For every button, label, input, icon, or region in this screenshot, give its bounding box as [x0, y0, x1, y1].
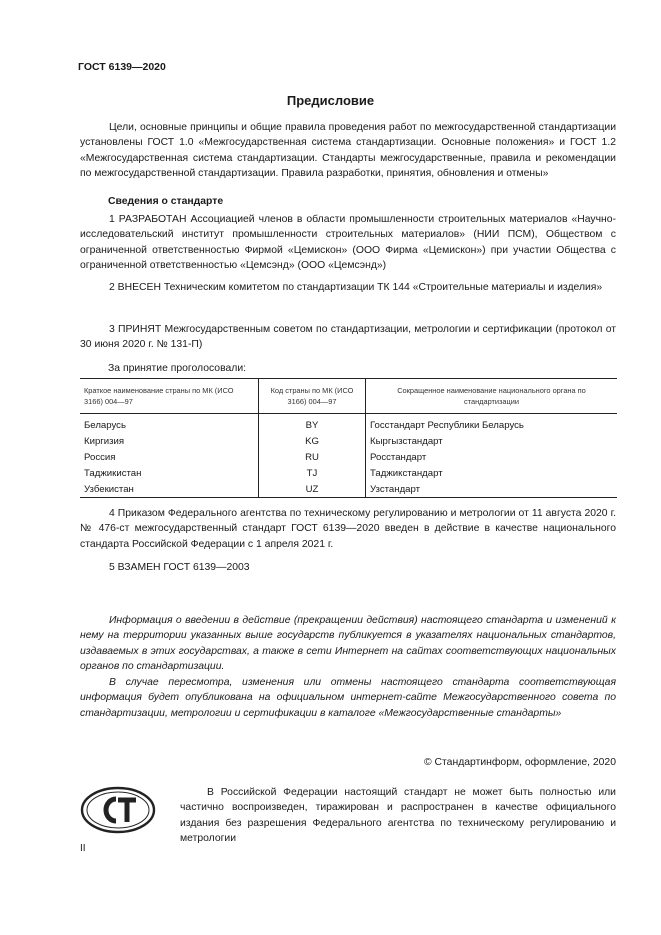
authority-cell: Росстандарт — [366, 449, 618, 465]
info-paragraph-revision: В случае пересмотра, изменения или отмены настоящего стандарта соответствующая информация будет опубликована на официальном интернет-сайте Межгосударственного совета по стандартизации, метрологии и сертификации в каталоге «Межгосударственные стандарты» — [80, 677, 616, 719]
intro-paragraph: Цели, основные принципы и общие правила проведения работ по межгосударственной стандартизации установлены ГОСТ 1.0 «Межгосударственная система стандартизации. Основные положения» и ГОСТ 1.2 «Межгосударственная система стандартизации. Стандарты межгосударственные, правила и рекомендации по межгосударственной стандартизации. Правила разработки, принятия, обновления и отмены» — [80, 122, 616, 180]
item-adopted: 3 ПРИНЯТ Межгосударственным советом по стандартизации, метрологии и сертификации (протокол от 30 июня 2020 г. № 131-П) — [80, 324, 616, 351]
code-cell: TJ — [259, 465, 366, 481]
column-header-country: Краткое наименование страны по МК (ИСО 3166) 004—97 — [80, 379, 259, 414]
page-number: II — [80, 843, 86, 854]
section-heading: Сведения о стандарте — [108, 196, 224, 207]
table-row — [80, 449, 617, 465]
info-paragraph-publication: Информация о введении в действие (прекращении действия) настоящего стандарта и изменений к нему на территории указанных выше государств публикуется в указателях национальных стандартов, издаваемых в этих государствах, а также в сети Интернет на сайтах соответствующих национальных органов по стандартизации. — [80, 615, 616, 673]
table-row — [80, 465, 617, 481]
authority-cell: Узстандарт — [366, 481, 618, 498]
authority-cell: Кыргызстандарт — [366, 433, 618, 449]
country-cell: Беларусь — [84, 419, 126, 431]
table-row — [80, 481, 617, 498]
item-order: 4 Приказом Федерального агентства по техническому регулированию и метрологии от 11 августа 2020 г. № 476-ст межгосударственный стандарт ГОСТ 6139—2020 введен в действие в качестве национального стандарта Российской Федерации с 1 апреля 2021 г. — [80, 508, 616, 550]
column-header-authority: Сокращенное наименование национального органа по стандартизации — [366, 379, 618, 414]
item-developed: 1 РАЗРАБОТАН Ассоциацией членов в области промышленности строительных материалов «Научно-исследовательский институт промышленности строительных материалов» (НИИ ПСМ), Обществом с ограниченной ответственностью Фирмой «Цемискон» (ООО Фирма «Цемискон») при участии Общества с ограниченной ответственностью «Цемсэнд» (ООО «Цемсэнд») — [80, 214, 616, 272]
copyright-notice: В Российской Федерации настоящий стандарт не может быть полностью или частично воспроизведен, тиражирован и распространен в качестве официального издания без разрешения Федерального агентства по техническому регулированию и метрологии — [180, 787, 616, 845]
authority-cell: Госстандарт Республики Беларусь — [366, 414, 618, 434]
column-header-code: Код страны по МК (ИСО 3166) 004—97 — [259, 379, 366, 414]
country-cell: Таджикистан — [84, 467, 142, 479]
page-title: Предисловие — [286, 93, 375, 108]
item-introduced: 2 ВНЕСЕН Техническим комитетом по стандартизации ТК 144 «Строительные материалы и изделия» — [109, 282, 603, 293]
approval-label: За принятие проголосовали: — [108, 363, 247, 374]
country-cell: Киргизия — [84, 435, 125, 447]
table-row — [80, 414, 617, 434]
code-cell: RU — [259, 449, 366, 465]
code-cell: KG — [259, 433, 366, 449]
table-header-row — [80, 379, 617, 414]
copyright: © Стандартинформ, оформление, 2020 — [423, 757, 616, 768]
code-cell: UZ — [259, 481, 366, 498]
country-cell: Россия — [84, 451, 116, 463]
code-cell: BY — [259, 414, 366, 434]
table-row — [80, 433, 617, 449]
authority-cell: Таджикстандарт — [366, 465, 618, 481]
country-cell: Узбекистан — [80, 481, 259, 498]
voting-table — [80, 378, 617, 498]
item-replaced: 5 ВЗАМЕН ГОСТ 6139—2003 — [109, 562, 250, 573]
standard-code: ГОСТ 6139—2020 — [78, 61, 166, 73]
rst-logo-icon — [80, 786, 156, 834]
